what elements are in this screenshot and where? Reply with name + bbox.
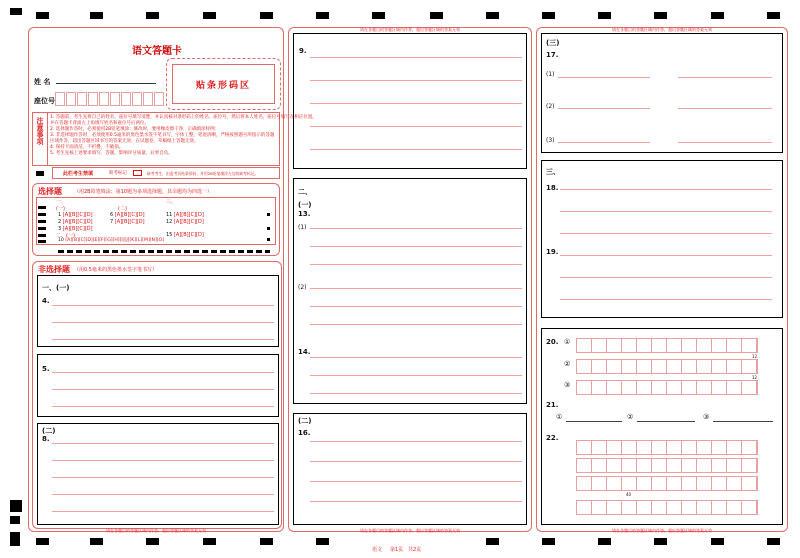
warning-col3-bottom: 请在各题目的答题区域内作答，超出答题区域的答案无效	[612, 528, 712, 533]
q20-circle-1: ①	[564, 338, 571, 346]
nonmcq-subtitle: （用0.5毫米的黑色墨水签字笔书写）	[74, 267, 157, 273]
footer-subject: 语文	[372, 547, 383, 553]
absent-row	[52, 167, 280, 179]
mcq-row-2[interactable]: 2 [A][B][C][D]	[58, 219, 93, 225]
mcq-row-15[interactable]: 15 [A][B][C][D]	[166, 232, 204, 238]
sub-label-2-1: (一)	[298, 201, 312, 209]
absent-mark-box[interactable]	[133, 170, 142, 176]
notice-item-2: 2. 选择题作答时，必须使用2B铅笔填涂；修改时，要用橡皮擦干净，正确填涂样例：	[50, 127, 220, 132]
q21-circle-1: ①	[556, 413, 563, 421]
mcq-row-7[interactable]: 7 [A][B][C][D]	[110, 219, 145, 225]
answer-box-q18-19[interactable]	[541, 160, 783, 318]
warning-col3-top: 请在各题目的答题区域内作答，超出答题区域的答案无效	[612, 27, 712, 32]
answer-box-q20-22[interactable]	[541, 328, 783, 525]
barcode-area-label: 贴条形码区	[195, 80, 251, 91]
notice-item-4: 4. 保持卡面清洁，不折叠，不破损。	[50, 145, 124, 150]
question-18-label: 18.	[546, 184, 559, 192]
absent-mark-square[interactable]	[36, 171, 44, 176]
mcq-sub-4: 二、(一)	[56, 233, 75, 239]
section-label-1: 一、(一)	[42, 284, 70, 292]
q20-count-1: 12	[752, 354, 758, 359]
seat-label: 座位号	[34, 97, 55, 105]
mcq-bottom-bar	[58, 250, 270, 253]
footer-page: 第1页	[389, 547, 404, 553]
mcq-sub-1: (一)	[56, 206, 65, 212]
absent-note: 缺考考生，由监考员贴条形码，并用2B铅笔填涂左边的缺考标记。	[147, 171, 259, 176]
mcq-row-1[interactable]: 1 [A][B][C][D]	[58, 212, 93, 218]
mcq-row-6[interactable]: 6 [A][B][C][D]	[110, 212, 145, 218]
q20-grid-3[interactable]	[576, 380, 758, 395]
name-input[interactable]	[56, 83, 156, 84]
question-14-label: 14.	[298, 348, 311, 356]
question-19-label: 19.	[546, 248, 559, 256]
q20-circle-3: ③	[564, 381, 571, 389]
question-17-label: 17.	[546, 51, 559, 59]
footer-total: 共2页	[407, 547, 422, 553]
question-21-label: 21.	[546, 401, 559, 409]
sub-label-2: (二)	[42, 427, 56, 435]
answer-box-q17[interactable]	[541, 33, 783, 153]
question-16-label: 16.	[298, 429, 311, 437]
q22-grid-2[interactable]	[576, 458, 758, 473]
notice-items	[50, 115, 317, 157]
q17-part-3: (3)	[546, 137, 555, 144]
question-9-label: 9.	[299, 47, 307, 55]
barcode-area-inner	[172, 64, 275, 104]
warning-col1: 请在各题目的答题区域内作答，超出答题区域的答案无效	[106, 528, 206, 533]
question-8-label: 8.	[42, 435, 50, 443]
absent-label: 此栏考生禁填	[63, 171, 94, 177]
notice-item-1: 1. 答题前，考生先将自己的姓名、座位号填写清楚，并认真核对条形码上的姓名、座位号，然后将本人姓名、座位号填写在相应位置。	[50, 115, 317, 120]
q17-part-1: (1)	[546, 71, 555, 78]
name-label: 姓 名	[34, 78, 51, 86]
absent-mark-label: 缺考标记	[109, 171, 127, 176]
section-label-3: 三、	[546, 168, 560, 176]
question-5-label: 5.	[42, 365, 50, 373]
warning-col2-bottom: 请在各题目的答题区域内作答，超出答题区域的答案无效	[360, 528, 460, 533]
sub-label-2-2: (二)	[298, 417, 312, 425]
mcq-row-10[interactable]: 10 [A][B][C][D][E][F][G][H][I][J][K][L][M][N][O]	[58, 238, 164, 243]
mcq-row-11[interactable]: 11 [A][B][C][D]	[166, 212, 204, 218]
notice-item-5: 5. 考生先核上述要求填写、答题，影响评分质量，后果自负。	[50, 151, 173, 156]
notice-item-1b: 并在答题卡背面左上角填写姓名和座位号后两位。	[50, 121, 149, 126]
mcq-section-1: 一、	[56, 199, 67, 205]
q22-grid-1[interactable]	[576, 440, 758, 455]
answer-box-q8[interactable]	[37, 423, 279, 525]
question-4-label: 4.	[42, 297, 50, 305]
footer	[372, 546, 421, 553]
answer-box-q16[interactable]	[293, 413, 527, 525]
question-13-label: 13.	[298, 210, 311, 218]
nonmcq-title: 非选择题	[38, 265, 70, 274]
q20-grid-1[interactable]	[576, 338, 758, 353]
q13-part-2: (2)	[298, 284, 307, 291]
notice-label: 注意事项	[36, 117, 44, 145]
mcq-row-3[interactable]: 3 [A][B][C][D]	[58, 226, 93, 232]
question-22-label: 22.	[546, 434, 559, 442]
answer-box-q13-14[interactable]	[293, 178, 527, 404]
q22-count: 40	[626, 492, 632, 497]
sub-label-3: (三)	[546, 39, 560, 47]
page-title: 语文答题卡	[132, 46, 182, 57]
mcq-sub-3: 三、	[166, 199, 177, 205]
q22-grid-4[interactable]	[576, 500, 758, 515]
q20-circle-2: ②	[564, 360, 571, 368]
q13-part-1: (1)	[298, 224, 307, 231]
mcq-subtitle: （用2B铅笔填涂；第10题为多项选择题，其余题均为四选一）	[74, 189, 212, 195]
q20-count-2: 12	[752, 375, 758, 380]
mcq-row-12[interactable]: 12 [A][B][C][D]	[166, 219, 204, 225]
q20-grid-2[interactable]	[576, 359, 758, 374]
q17-part-2: (2)	[546, 103, 555, 110]
q21-circle-3: ③	[703, 413, 710, 421]
answer-box-q4[interactable]	[37, 275, 279, 347]
answer-box-q5[interactable]	[37, 354, 279, 417]
notice-box	[32, 112, 317, 166]
section-label-2: 二、	[298, 188, 312, 196]
q21-circle-2: ②	[627, 413, 634, 421]
mcq-sub-2: (二)	[118, 206, 127, 212]
q22-grid-3[interactable]	[576, 476, 758, 491]
mcq-title: 选择题	[38, 187, 62, 196]
question-20-label: 20.	[546, 338, 559, 346]
notice-item-3: 3. 非选择题作答时，必须使用0.5毫米的黑色墨水签字笔书写，字体工整，笔迹清晰，严格按照题号所指示的答题区域作答，超出答题区域书写的答案无效；在试题卷、草稿纸上答题无效。	[50, 133, 275, 144]
warning-col2-top: 请在各题目的答题区域内作答，超出答题区域的答案无效	[360, 27, 460, 32]
